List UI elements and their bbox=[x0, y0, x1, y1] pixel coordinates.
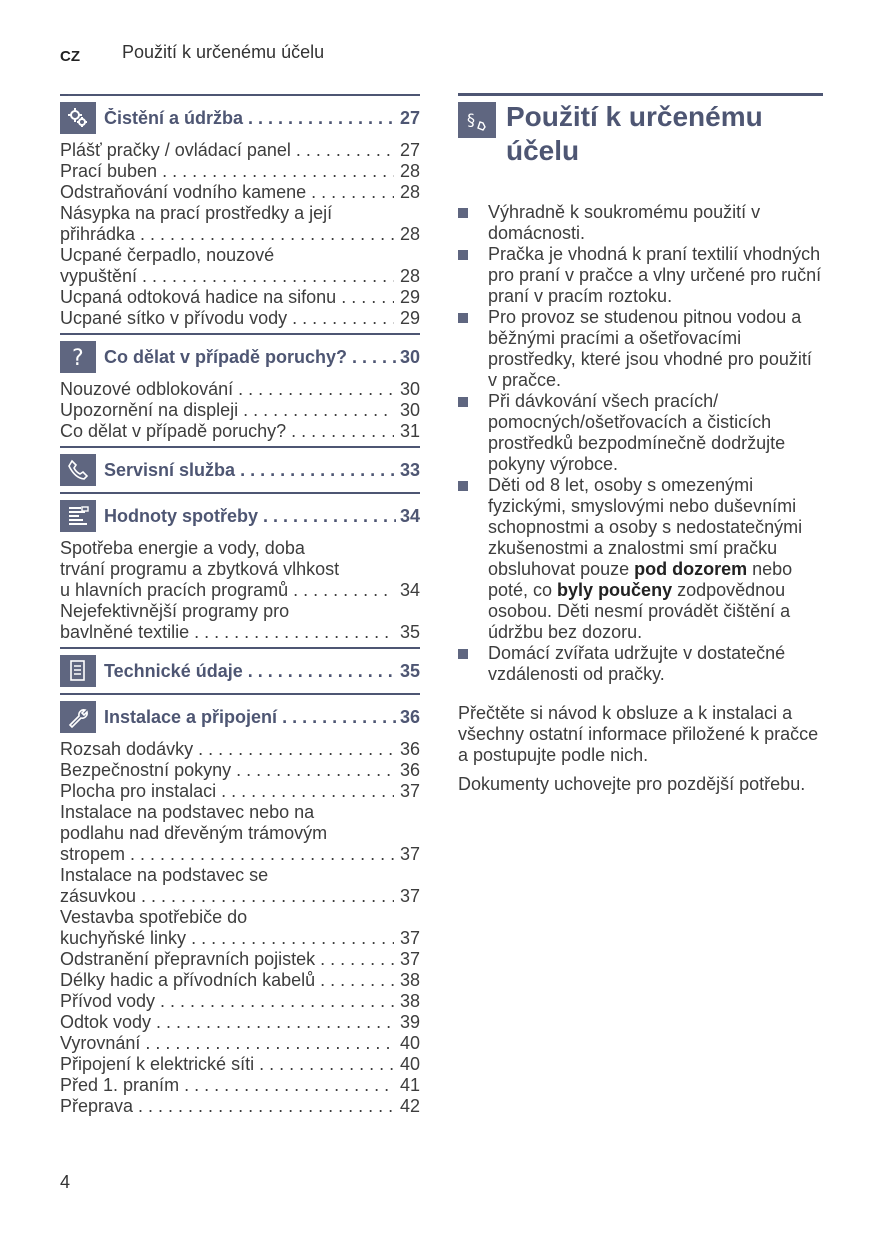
toc-entry-text: zásuvkou . . . bbox=[60, 886, 394, 907]
toc-entry bbox=[60, 140, 420, 161]
toc-entry-page: 30 bbox=[399, 379, 420, 399]
toc-entry-page: 28 bbox=[399, 224, 420, 244]
toc-entry bbox=[60, 1096, 420, 1117]
toc-entry-page: 28 bbox=[399, 266, 420, 286]
toc-section-title: Čistění a údržba . . . bbox=[104, 108, 396, 129]
title-line-1: Použití k určenému bbox=[506, 101, 763, 132]
toc-entry-text: Spotřeba energie a vody, doba bbox=[60, 538, 305, 558]
toc-section-heading bbox=[60, 492, 420, 534]
list-item-text: Při dávkování všech pracích/ pomocných/ošetřovacích a čisticích prostředků bezpodmínečně dodržujte pokyny výrobce. bbox=[488, 391, 786, 474]
toc-section-title: Hodnoty spotřeby . . . bbox=[104, 506, 396, 527]
emphasis-text: pod dozorem bbox=[634, 559, 748, 579]
toc-entry-text: Připojení k elektrické síti . . . bbox=[60, 1054, 394, 1075]
toc-entry bbox=[60, 1033, 420, 1054]
paragraph-hand-icon bbox=[458, 102, 496, 138]
toc-entry-page: 38 bbox=[399, 991, 420, 1011]
toc-entry-page: 36 bbox=[399, 760, 420, 780]
toc-entry-text: Rozsah dodávky . . . bbox=[60, 739, 394, 760]
toc-entry bbox=[60, 907, 420, 949]
list-item bbox=[458, 244, 823, 307]
toc-entry-text: Nejefektivnější programy pro bbox=[60, 601, 290, 621]
toc-entry-text: Přívod vody . . . bbox=[60, 991, 394, 1012]
toc-entry-page: 37 bbox=[399, 886, 420, 906]
toc-entry bbox=[60, 802, 420, 865]
toc-entry bbox=[60, 1054, 420, 1075]
intended-use-section bbox=[458, 93, 823, 795]
toc-section-page: 27 bbox=[399, 107, 420, 128]
list-item-text: Domácí zvířata udržujte v dostatečné vzdálenosti od pračky. bbox=[488, 643, 786, 684]
toc-section-page: 35 bbox=[399, 660, 420, 681]
toc-entry-page: 37 bbox=[399, 928, 420, 948]
toc-entry-text: Délky hadic a přívodních kabelů . . . bbox=[60, 970, 394, 991]
language-code: CZ bbox=[60, 48, 80, 65]
toc-entry bbox=[60, 308, 420, 329]
toc-section-heading bbox=[60, 446, 420, 488]
toc-entry-text: Plášť pračky / ovládací panel . . . bbox=[60, 140, 394, 161]
toc-entry-text: přihrádka . . . bbox=[60, 224, 394, 245]
toc-section-title: Servisní služba . . . bbox=[104, 460, 396, 481]
toc-entry-page: 36 bbox=[399, 739, 420, 759]
toc-entry-text: Prací buben . . . bbox=[60, 161, 394, 182]
toc-section-title: Technické údaje . . . bbox=[104, 661, 396, 682]
toc-section-heading bbox=[60, 647, 420, 689]
toc-section-heading bbox=[60, 333, 420, 375]
list-item-text: Pračka je vhodná k praní textilií vhodných pro praní v pračce a vlny určené pro ruční praní v pracím roztoku. bbox=[488, 244, 822, 306]
toc-entry-text: u hlavních pracích programů . . . bbox=[60, 580, 394, 601]
toc-entry bbox=[60, 287, 420, 308]
phone-icon bbox=[60, 454, 96, 486]
toc-section-title: Co dělat v případě poruchy? . . . bbox=[104, 347, 396, 368]
toc-entry bbox=[60, 182, 420, 203]
intended-use-heading bbox=[458, 93, 823, 168]
emphasis-text: byly poučeny bbox=[557, 580, 673, 600]
toc-entry-page: 28 bbox=[399, 161, 420, 181]
list-item-text: Výhradně k soukromému použití v domácnosti. bbox=[488, 202, 761, 243]
toc-entry-text: stropem . . . bbox=[60, 844, 394, 865]
toc-section-page: 34 bbox=[399, 505, 420, 526]
toc-entry bbox=[60, 760, 420, 781]
toc-section-page: 30 bbox=[399, 346, 420, 367]
toc-entry bbox=[60, 970, 420, 991]
toc-entry-page: 38 bbox=[399, 970, 420, 990]
toc-entry-page: 29 bbox=[399, 287, 420, 307]
toc-entry-text: vypuštění . . . bbox=[60, 266, 394, 287]
toc-entry bbox=[60, 991, 420, 1012]
toc-entry-text: Přeprava . . . bbox=[60, 1096, 394, 1117]
toc-entry bbox=[60, 739, 420, 760]
toc-entry-page: 34 bbox=[399, 580, 420, 600]
toc-entry-text: podlahu nad dřevěným trámovým bbox=[60, 823, 328, 843]
list-item bbox=[458, 307, 823, 391]
toc-entry-text: trvání programu a zbytková vlhkost bbox=[60, 559, 340, 579]
list-item bbox=[458, 202, 823, 244]
toc-entry-text: Instalace na podstavec se bbox=[60, 865, 269, 885]
toc-entry-page: 27 bbox=[399, 140, 420, 160]
svg-text:§: § bbox=[467, 110, 475, 129]
toc-entry bbox=[60, 203, 420, 245]
toc-entry-text: Upozornění na displeji . . . bbox=[60, 400, 394, 421]
title-line-2: účelu bbox=[506, 135, 580, 166]
toc-entry-page: 30 bbox=[399, 400, 420, 420]
toc-entry bbox=[60, 865, 420, 907]
intended-use-list bbox=[458, 202, 823, 685]
toc-entry-page: 42 bbox=[399, 1096, 420, 1116]
wrench-icon bbox=[60, 701, 96, 733]
question-icon bbox=[60, 341, 96, 373]
toc-entry-text: Násypka na prací prostředky a její bbox=[60, 203, 333, 223]
header-title: Použití k určenému účelu bbox=[122, 42, 325, 62]
toc-entry bbox=[60, 421, 420, 442]
toc-entry-page: 31 bbox=[399, 421, 420, 441]
toc-entry-text: Co dělat v případě poruchy? . . . bbox=[60, 421, 394, 442]
toc-entry-page: 37 bbox=[399, 949, 420, 969]
toc-entry-page: 37 bbox=[399, 844, 420, 864]
gears-icon bbox=[60, 102, 96, 134]
toc-entry-text: bavlněné textilie . . . bbox=[60, 622, 394, 643]
list-item-text: zodpovědnou osobou. Děti nesmí provádět čištění a údržbu bez dozoru. bbox=[488, 580, 791, 642]
toc-entry bbox=[60, 379, 420, 400]
toc-entry-page: 40 bbox=[399, 1054, 420, 1074]
document-icon bbox=[60, 655, 96, 687]
table-of-contents bbox=[60, 90, 420, 1117]
toc-section-page: 36 bbox=[399, 706, 420, 727]
toc-entry bbox=[60, 1075, 420, 1096]
toc-entry-text: Odstraňování vodního kamene . . . bbox=[60, 182, 394, 203]
toc-entry bbox=[60, 400, 420, 421]
consumption-icon bbox=[60, 500, 96, 532]
list-item bbox=[458, 391, 823, 475]
toc-entry-page: 40 bbox=[399, 1033, 420, 1053]
toc-entry-text: Plocha pro instalaci . . . bbox=[60, 781, 394, 802]
toc-entry bbox=[60, 538, 420, 601]
toc-entry-text: Před 1. praním . . . bbox=[60, 1075, 394, 1096]
toc-section-page: 33 bbox=[399, 459, 420, 480]
toc-entry-text: kuchyňské linky . . . bbox=[60, 928, 394, 949]
toc-entry bbox=[60, 949, 420, 970]
list-item bbox=[458, 475, 823, 643]
toc-section-heading bbox=[60, 94, 420, 136]
toc-entry-text: Vyrovnání . . . bbox=[60, 1033, 394, 1054]
intended-use-title bbox=[506, 100, 763, 168]
list-item-text: Pro provoz se studenou pitnou vodou a běžnými pracími a ošetřovacími prostředky, které jsou vhodné pro použití v pračce. bbox=[488, 307, 812, 390]
toc-entry-text: Odtok vody . . . bbox=[60, 1012, 394, 1033]
toc-entry-page: 37 bbox=[399, 781, 420, 801]
toc-entry-text: Nouzové odblokování . . . bbox=[60, 379, 394, 400]
toc-section-heading bbox=[60, 693, 420, 735]
toc-entry-page: 39 bbox=[399, 1012, 420, 1032]
toc-entry-text: Vestavba spotřebiče do bbox=[60, 907, 248, 927]
toc-entry-text: Odstranění přepravních pojistek . . . bbox=[60, 949, 394, 970]
toc-entry-text: Bezpečnostní pokyny . . . bbox=[60, 760, 394, 781]
toc-entry bbox=[60, 161, 420, 182]
toc-entry bbox=[60, 601, 420, 643]
toc-entry-text: Ucpané čerpadlo, nouzové bbox=[60, 245, 275, 265]
toc-entry-text: Ucpané sítko v přívodu vody . . . bbox=[60, 308, 394, 329]
toc-entry-text: Ucpaná odtoková hadice na sifonu . . . bbox=[60, 287, 394, 308]
toc-entry-text: Instalace na podstavec nebo na bbox=[60, 802, 315, 822]
toc-section-title: Instalace a připojení . . . bbox=[104, 707, 396, 728]
body-paragraph: Dokumenty uchovejte pro pozdější potřebu. bbox=[458, 774, 806, 794]
toc-entry-page: 29 bbox=[399, 308, 420, 328]
toc-entry bbox=[60, 781, 420, 802]
list-item bbox=[458, 643, 823, 685]
page-number: 4 bbox=[60, 1172, 71, 1192]
body-paragraph: Přečtěte si návod k obsluze a k instalaci a všechny ostatní informace přiložené k pračce a postupujte podle nich. bbox=[458, 703, 819, 765]
intended-use-paragraphs bbox=[458, 703, 823, 795]
toc-entry bbox=[60, 245, 420, 287]
toc-entry-page: 28 bbox=[399, 182, 420, 202]
list-item-text: nebo poté, co bbox=[488, 559, 793, 600]
list-item-text: Děti od 8 let, osoby s omezenými fyzickými, smyslovými nebo duševními schopnostmi a osoby s nedostatečnými zkušenostmi a znalostmi smí pračku obsluhovat pouze bbox=[488, 475, 803, 579]
toc-entry bbox=[60, 1012, 420, 1033]
toc-entry-page: 41 bbox=[399, 1075, 420, 1095]
toc-entry-page: 35 bbox=[399, 622, 420, 642]
svg-text:?: ? bbox=[72, 346, 84, 369]
